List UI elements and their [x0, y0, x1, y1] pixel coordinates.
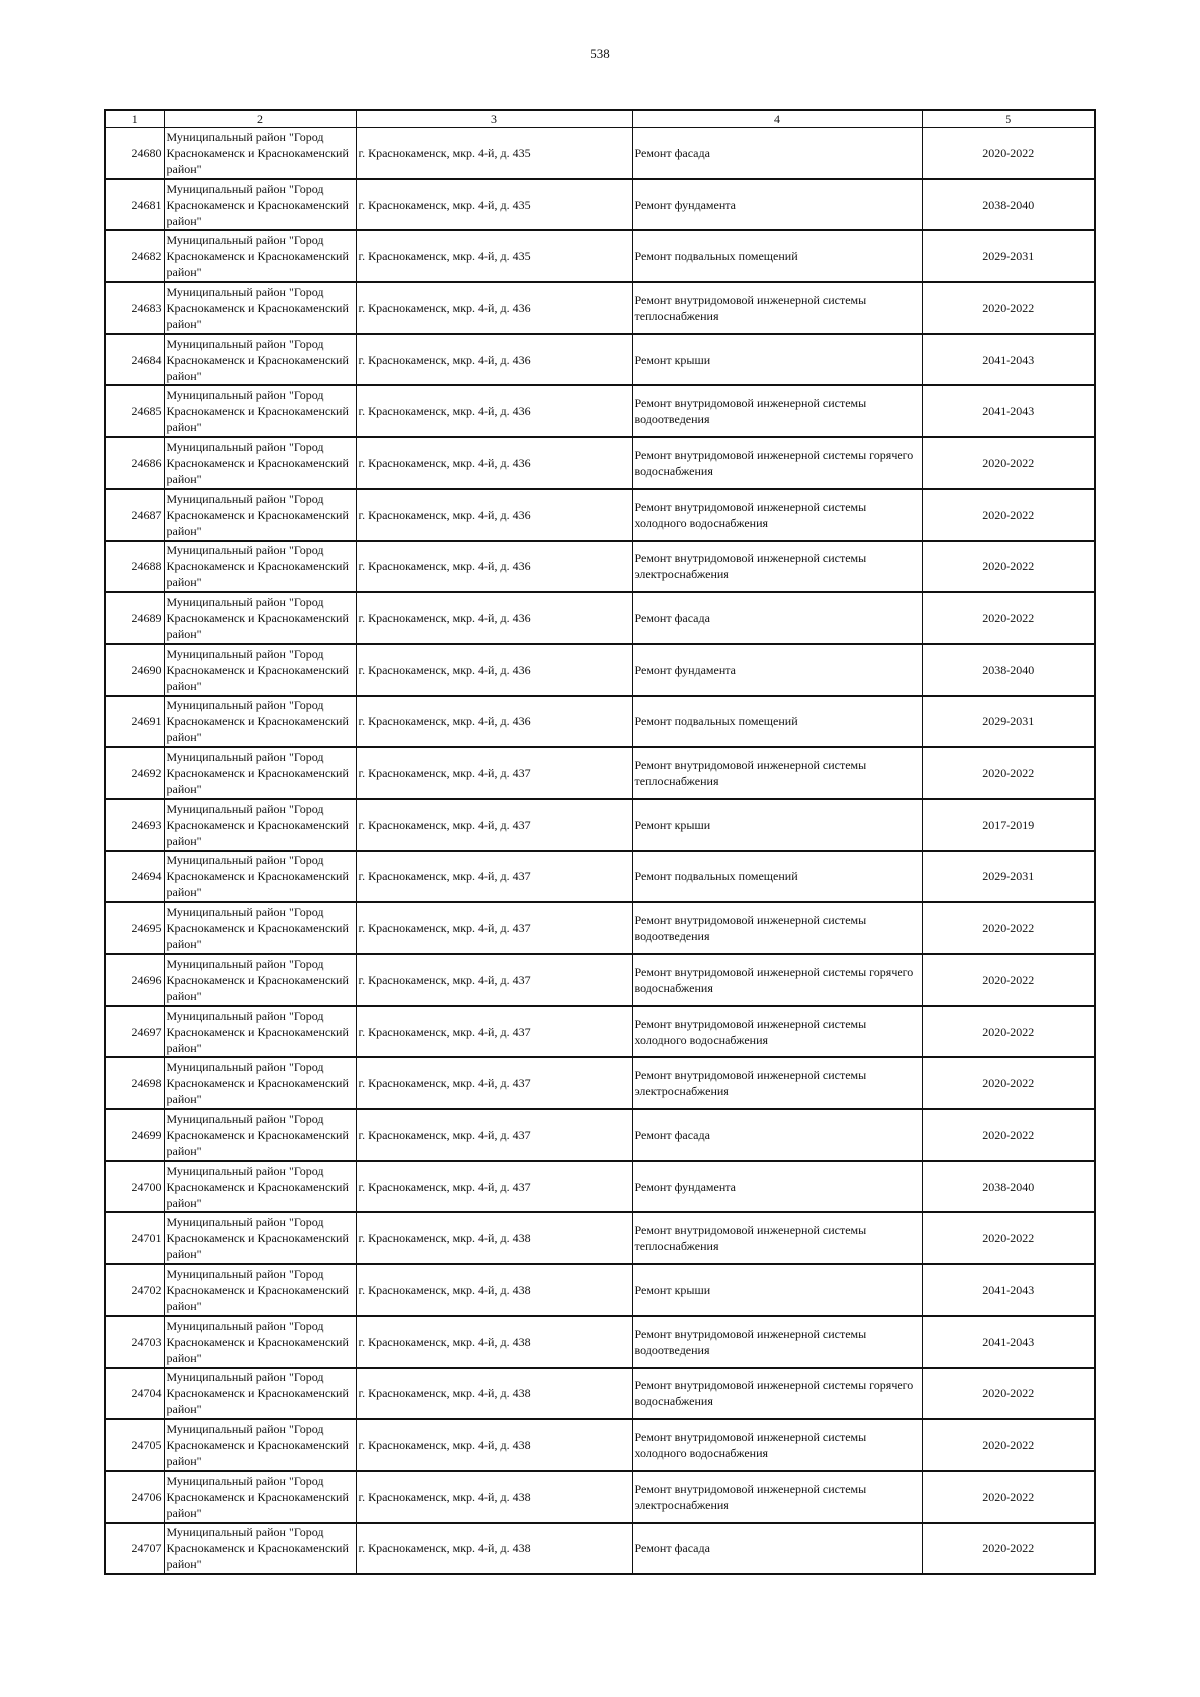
municipality-cell: Муниципальный район "Город Краснокаменск и Краснокаменский район"	[164, 179, 356, 231]
work-type-cell: Ремонт крыши	[632, 1264, 922, 1316]
row-number: 24707	[105, 1523, 164, 1575]
repair-schedule-table	[104, 109, 1096, 1575]
period-cell: 2020-2022	[922, 592, 1095, 644]
work-type-cell: Ремонт внутридомовой инженерной системы водоотведения	[632, 902, 922, 954]
table-row	[105, 541, 1095, 593]
municipality-cell: Муниципальный район "Город Краснокаменск и Краснокаменский район"	[164, 902, 356, 954]
work-type-cell: Ремонт внутридомовой инженерной системы холодного водоснабжения	[632, 489, 922, 541]
address-cell: г. Краснокаменск, мкр. 4-й, д. 437	[356, 1006, 632, 1058]
period-cell: 2038-2040	[922, 179, 1095, 231]
period-cell: 2041-2043	[922, 1264, 1095, 1316]
work-type-cell: Ремонт внутридомовой инженерной системы теплоснабжения	[632, 282, 922, 334]
row-number: 24682	[105, 230, 164, 282]
work-type-cell: Ремонт крыши	[632, 799, 922, 851]
table-row	[105, 747, 1095, 799]
row-number: 24696	[105, 954, 164, 1006]
municipality-cell: Муниципальный район "Город Краснокаменск и Краснокаменский район"	[164, 696, 356, 748]
row-number: 24691	[105, 696, 164, 748]
row-number: 24703	[105, 1316, 164, 1368]
address-cell: г. Краснокаменск, мкр. 4-й, д. 438	[356, 1368, 632, 1420]
address-cell: г. Краснокаменск, мкр. 4-й, д. 436	[356, 541, 632, 593]
table-row	[105, 282, 1095, 334]
column-header-5: 5	[922, 110, 1095, 128]
column-header-3: 3	[356, 110, 632, 128]
table-row	[105, 1419, 1095, 1471]
period-cell: 2020-2022	[922, 1212, 1095, 1264]
table-row	[105, 1212, 1095, 1264]
address-cell: г. Краснокаменск, мкр. 4-й, д. 435	[356, 230, 632, 282]
table-row	[105, 437, 1095, 489]
table-row	[105, 954, 1095, 1006]
address-cell: г. Краснокаменск, мкр. 4-й, д. 436	[356, 437, 632, 489]
address-cell: г. Краснокаменск, мкр. 4-й, д. 438	[356, 1419, 632, 1471]
municipality-cell: Муниципальный район "Город Краснокаменск и Краснокаменский район"	[164, 1109, 356, 1161]
period-cell: 2020-2022	[922, 128, 1095, 179]
row-number: 24701	[105, 1212, 164, 1264]
work-type-cell: Ремонт фасада	[632, 1523, 922, 1575]
table-row	[105, 1006, 1095, 1058]
table-row	[105, 851, 1095, 903]
address-cell: г. Краснокаменск, мкр. 4-й, д. 436	[356, 592, 632, 644]
municipality-cell: Муниципальный район "Город Краснокаменск и Краснокаменский район"	[164, 437, 356, 489]
address-cell: г. Краснокаменск, мкр. 4-й, д. 437	[356, 747, 632, 799]
work-type-cell: Ремонт внутридомовой инженерной системы горячего водоснабжения	[632, 437, 922, 489]
table-row	[105, 1109, 1095, 1161]
municipality-cell: Муниципальный район "Город Краснокаменск и Краснокаменский район"	[164, 489, 356, 541]
municipality-cell: Муниципальный район "Город Краснокаменск и Краснокаменский район"	[164, 1161, 356, 1213]
municipality-cell: Муниципальный район "Город Краснокаменск и Краснокаменский район"	[164, 1523, 356, 1575]
period-cell: 2020-2022	[922, 902, 1095, 954]
address-cell: г. Краснокаменск, мкр. 4-й, д. 438	[356, 1316, 632, 1368]
row-number: 24681	[105, 179, 164, 231]
work-type-cell: Ремонт внутридомовой инженерной системы горячего водоснабжения	[632, 954, 922, 1006]
address-cell: г. Краснокаменск, мкр. 4-й, д. 436	[356, 385, 632, 437]
period-cell: 2029-2031	[922, 696, 1095, 748]
row-number: 24684	[105, 334, 164, 386]
period-cell: 2038-2040	[922, 1161, 1095, 1213]
work-type-cell: Ремонт фасада	[632, 1109, 922, 1161]
row-number: 24702	[105, 1264, 164, 1316]
table-row	[105, 1368, 1095, 1420]
table-body	[105, 128, 1095, 1575]
period-cell: 2020-2022	[922, 437, 1095, 489]
municipality-cell: Муниципальный район "Город Краснокаменск и Краснокаменский район"	[164, 1057, 356, 1109]
address-cell: г. Краснокаменск, мкр. 4-й, д. 437	[356, 954, 632, 1006]
row-number: 24690	[105, 644, 164, 696]
municipality-cell: Муниципальный район "Город Краснокаменск и Краснокаменский район"	[164, 1419, 356, 1471]
address-cell: г. Краснокаменск, мкр. 4-й, д. 436	[356, 644, 632, 696]
column-header-2: 2	[164, 110, 356, 128]
address-cell: г. Краснокаменск, мкр. 4-й, д. 436	[356, 696, 632, 748]
period-cell: 2020-2022	[922, 1523, 1095, 1575]
row-number: 24697	[105, 1006, 164, 1058]
period-cell: 2038-2040	[922, 644, 1095, 696]
municipality-cell: Муниципальный район "Город Краснокаменск и Краснокаменский район"	[164, 1212, 356, 1264]
address-cell: г. Краснокаменск, мкр. 4-й, д. 438	[356, 1471, 632, 1523]
table-row	[105, 644, 1095, 696]
table-row	[105, 1471, 1095, 1523]
period-cell: 2020-2022	[922, 282, 1095, 334]
municipality-cell: Муниципальный район "Город Краснокаменск и Краснокаменский район"	[164, 954, 356, 1006]
address-cell: г. Краснокаменск, мкр. 4-й, д. 435	[356, 128, 632, 179]
period-cell: 2020-2022	[922, 954, 1095, 1006]
table-row	[105, 128, 1095, 179]
column-header-1: 1	[105, 110, 164, 128]
municipality-cell: Муниципальный район "Город Краснокаменск и Краснокаменский район"	[164, 644, 356, 696]
table-row	[105, 1161, 1095, 1213]
row-number: 24695	[105, 902, 164, 954]
address-cell: г. Краснокаменск, мкр. 4-й, д. 437	[356, 1109, 632, 1161]
address-cell: г. Краснокаменск, мкр. 4-й, д. 437	[356, 851, 632, 903]
address-cell: г. Краснокаменск, мкр. 4-й, д. 436	[356, 334, 632, 386]
municipality-cell: Муниципальный район "Город Краснокаменск и Краснокаменский район"	[164, 799, 356, 851]
municipality-cell: Муниципальный район "Город Краснокаменск и Краснокаменский район"	[164, 385, 356, 437]
row-number: 24689	[105, 592, 164, 644]
column-header-4: 4	[632, 110, 922, 128]
period-cell: 2020-2022	[922, 1419, 1095, 1471]
period-cell: 2041-2043	[922, 385, 1095, 437]
work-type-cell: Ремонт внутридомовой инженерной системы теплоснабжения	[632, 1212, 922, 1264]
row-number: 24686	[105, 437, 164, 489]
municipality-cell: Муниципальный район "Город Краснокаменск и Краснокаменский район"	[164, 1368, 356, 1420]
work-type-cell: Ремонт внутридомовой инженерной системы водоотведения	[632, 385, 922, 437]
address-cell: г. Краснокаменск, мкр. 4-й, д. 437	[356, 799, 632, 851]
page-number: 538	[590, 46, 610, 61]
row-number: 24687	[105, 489, 164, 541]
header-row	[105, 110, 1095, 128]
municipality-cell: Муниципальный район "Город Краснокаменск и Краснокаменский район"	[164, 128, 356, 179]
row-number: 24704	[105, 1368, 164, 1420]
work-type-cell: Ремонт фундамента	[632, 644, 922, 696]
table-row	[105, 230, 1095, 282]
municipality-cell: Муниципальный район "Город Краснокаменск и Краснокаменский район"	[164, 1316, 356, 1368]
period-cell: 2041-2043	[922, 334, 1095, 386]
municipality-cell: Муниципальный район "Город Краснокаменск и Краснокаменский район"	[164, 1006, 356, 1058]
period-cell: 2017-2019	[922, 799, 1095, 851]
work-type-cell: Ремонт подвальных помещений	[632, 696, 922, 748]
period-cell: 2029-2031	[922, 230, 1095, 282]
table-row	[105, 179, 1095, 231]
row-number: 24685	[105, 385, 164, 437]
table-row	[105, 1264, 1095, 1316]
work-type-cell: Ремонт внутридомовой инженерной системы горячего водоснабжения	[632, 1368, 922, 1420]
work-type-cell: Ремонт внутридомовой инженерной системы электроснабжения	[632, 1057, 922, 1109]
work-type-cell: Ремонт внутридомовой инженерной системы холодного водоснабжения	[632, 1419, 922, 1471]
municipality-cell: Муниципальный район "Город Краснокаменск и Краснокаменский район"	[164, 1264, 356, 1316]
work-type-cell: Ремонт внутридомовой инженерной системы теплоснабжения	[632, 747, 922, 799]
work-type-cell: Ремонт внутридомовой инженерной системы электроснабжения	[632, 541, 922, 593]
work-type-cell: Ремонт фундамента	[632, 179, 922, 231]
address-cell: г. Краснокаменск, мкр. 4-й, д. 436	[356, 282, 632, 334]
table-row	[105, 696, 1095, 748]
address-cell: г. Краснокаменск, мкр. 4-й, д. 438	[356, 1264, 632, 1316]
municipality-cell: Муниципальный район "Город Краснокаменск и Краснокаменский район"	[164, 282, 356, 334]
municipality-cell: Муниципальный район "Город Краснокаменск и Краснокаменский район"	[164, 747, 356, 799]
address-cell: г. Краснокаменск, мкр. 4-й, д. 438	[356, 1212, 632, 1264]
row-number: 24683	[105, 282, 164, 334]
address-cell: г. Краснокаменск, мкр. 4-й, д. 437	[356, 1161, 632, 1213]
table-row	[105, 799, 1095, 851]
row-number: 24692	[105, 747, 164, 799]
period-cell: 2020-2022	[922, 1057, 1095, 1109]
municipality-cell: Муниципальный район "Город Краснокаменск и Краснокаменский район"	[164, 230, 356, 282]
work-type-cell: Ремонт внутридомовой инженерной системы водоотведения	[632, 1316, 922, 1368]
address-cell: г. Краснокаменск, мкр. 4-й, д. 435	[356, 179, 632, 231]
address-cell: г. Краснокаменск, мкр. 4-й, д. 438	[356, 1523, 632, 1575]
table-row	[105, 489, 1095, 541]
period-cell: 2020-2022	[922, 1006, 1095, 1058]
work-type-cell: Ремонт подвальных помещений	[632, 851, 922, 903]
table-row	[105, 592, 1095, 644]
municipality-cell: Муниципальный район "Город Краснокаменск и Краснокаменский район"	[164, 1471, 356, 1523]
row-number: 24706	[105, 1471, 164, 1523]
work-type-cell: Ремонт крыши	[632, 334, 922, 386]
period-cell: 2041-2043	[922, 1316, 1095, 1368]
row-number: 24693	[105, 799, 164, 851]
period-cell: 2020-2022	[922, 1471, 1095, 1523]
work-type-cell: Ремонт внутридомовой инженерной системы электроснабжения	[632, 1471, 922, 1523]
table-row	[105, 1523, 1095, 1575]
municipality-cell: Муниципальный район "Город Краснокаменск и Краснокаменский район"	[164, 541, 356, 593]
table-header	[105, 110, 1095, 128]
period-cell: 2020-2022	[922, 1368, 1095, 1420]
period-cell: 2020-2022	[922, 489, 1095, 541]
row-number: 24680	[105, 128, 164, 179]
municipality-cell: Муниципальный район "Город Краснокаменск и Краснокаменский район"	[164, 334, 356, 386]
work-type-cell: Ремонт фундамента	[632, 1161, 922, 1213]
table-row	[105, 385, 1095, 437]
municipality-cell: Муниципальный район "Город Краснокаменск и Краснокаменский район"	[164, 592, 356, 644]
row-number: 24705	[105, 1419, 164, 1471]
period-cell: 2020-2022	[922, 541, 1095, 593]
row-number: 24694	[105, 851, 164, 903]
period-cell: 2029-2031	[922, 851, 1095, 903]
address-cell: г. Краснокаменск, мкр. 4-й, д. 437	[356, 902, 632, 954]
row-number: 24688	[105, 541, 164, 593]
table-row	[105, 902, 1095, 954]
address-cell: г. Краснокаменск, мкр. 4-й, д. 437	[356, 1057, 632, 1109]
work-type-cell: Ремонт фасада	[632, 592, 922, 644]
work-type-cell: Ремонт внутридомовой инженерной системы холодного водоснабжения	[632, 1006, 922, 1058]
municipality-cell: Муниципальный район "Город Краснокаменск и Краснокаменский район"	[164, 851, 356, 903]
row-number: 24698	[105, 1057, 164, 1109]
period-cell: 2020-2022	[922, 747, 1095, 799]
work-type-cell: Ремонт фасада	[632, 128, 922, 179]
table-row	[105, 334, 1095, 386]
row-number: 24699	[105, 1109, 164, 1161]
row-number: 24700	[105, 1161, 164, 1213]
table-row	[105, 1057, 1095, 1109]
work-type-cell: Ремонт подвальных помещений	[632, 230, 922, 282]
period-cell: 2020-2022	[922, 1109, 1095, 1161]
address-cell: г. Краснокаменск, мкр. 4-й, д. 436	[356, 489, 632, 541]
table-row	[105, 1316, 1095, 1368]
